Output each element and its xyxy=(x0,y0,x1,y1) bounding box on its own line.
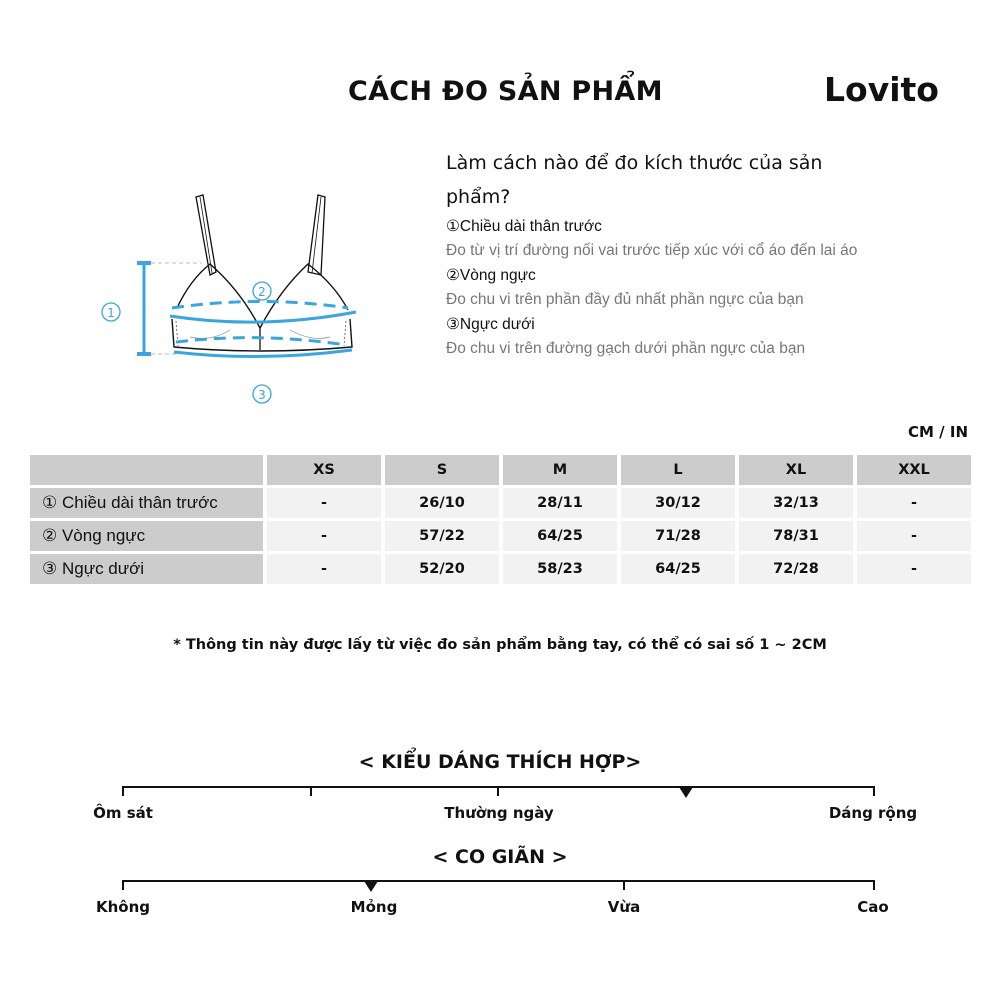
table-cell: 64/25 xyxy=(503,521,617,551)
table-cell: 72/28 xyxy=(739,554,853,584)
scale-tick xyxy=(310,786,312,796)
table-cell: 64/25 xyxy=(621,554,735,584)
unit-label: CM / IN xyxy=(908,423,968,441)
table-row xyxy=(30,521,971,551)
svg-text:2: 2 xyxy=(258,285,266,299)
fit-marker-icon xyxy=(679,787,693,798)
table-cell: 71/28 xyxy=(621,521,735,551)
table-cell: - xyxy=(267,554,381,584)
scale-tick xyxy=(873,786,875,796)
stretch-scale-title: < CO GIÃN > xyxy=(432,846,568,868)
table-cell: - xyxy=(267,521,381,551)
measure-item-title: ②Vòng ngực xyxy=(446,267,536,284)
table-cell: 78/31 xyxy=(739,521,853,551)
measurement-diagram xyxy=(90,180,390,410)
table-row xyxy=(30,554,971,584)
stretch-label-none: Không xyxy=(95,898,151,916)
table-cell: - xyxy=(267,488,381,518)
scale-tick xyxy=(122,786,124,796)
measure-item-desc: Đo chu vi trên đường gạch dưới phần ngực của bạn xyxy=(446,340,806,357)
measure-item-desc: Đo từ vị trí đường nối vai trước tiếp xúc với cổ áo đến lai áo xyxy=(446,242,858,259)
measurement-disclaimer: * Thông tin này được lấy từ việc đo sản phẩm bằng tay, có thể có sai số 1 ~ 2CM xyxy=(173,637,827,653)
scale-tick xyxy=(623,880,625,890)
table-cell: - xyxy=(857,554,971,584)
table-cell: 58/23 xyxy=(503,554,617,584)
header-cell: XL xyxy=(739,455,853,485)
header-cell xyxy=(30,455,263,485)
svg-text:3: 3 xyxy=(258,388,266,402)
row-label: ① Chiều dài thân trước xyxy=(30,488,263,518)
stretch-label-slight: Mỏng xyxy=(350,898,398,916)
stretch-label-medium: Vừa xyxy=(607,898,641,916)
header-cell: XS xyxy=(267,455,381,485)
table-cell: - xyxy=(857,521,971,551)
header-cell: M xyxy=(503,455,617,485)
table-cell: 57/22 xyxy=(385,521,499,551)
page-title: CÁCH ĐO SẢN PHẨM xyxy=(348,76,663,107)
size-chart-table xyxy=(26,452,975,587)
measure-item-desc: Đo chu vi trên phần đầy đủ nhất phần ngực của bạn xyxy=(446,291,804,308)
header-cell: XXL xyxy=(857,455,971,485)
scale-tick xyxy=(122,880,124,890)
fit-label-loose: Dáng rộng xyxy=(828,804,918,822)
table-cell: 32/13 xyxy=(739,488,853,518)
stretch-marker-icon xyxy=(364,881,378,892)
measure-item-title: ③Ngực dưới xyxy=(446,316,535,333)
table-cell: 28/11 xyxy=(503,488,617,518)
fit-label-regular: Thường ngày xyxy=(444,804,554,822)
scale-tick xyxy=(873,880,875,890)
how-to-measure-section xyxy=(446,146,966,361)
row-label: ③ Ngực dưới xyxy=(30,554,263,584)
stretch-label-high: Cao xyxy=(857,898,889,916)
measure-item-title: ①Chiều dài thân trước xyxy=(446,218,602,235)
table-cell: 26/10 xyxy=(385,488,499,518)
table-cell: - xyxy=(857,488,971,518)
fit-label-tight: Ôm sát xyxy=(93,804,153,822)
stretch-scale-line xyxy=(122,880,875,882)
svg-text:1: 1 xyxy=(107,306,115,320)
table-header-row xyxy=(30,455,971,485)
table-cell: 30/12 xyxy=(621,488,735,518)
brand-logo: Lovito xyxy=(824,70,939,109)
bra-illustration-icon xyxy=(90,180,390,410)
row-label: ② Vòng ngực xyxy=(30,521,263,551)
header-cell: S xyxy=(385,455,499,485)
fit-scale-title: < KIỂU DÁNG THÍCH HỢP> xyxy=(358,751,642,773)
table-cell: 52/20 xyxy=(385,554,499,584)
how-to-question: Làm cách nào để đo kích thước của sản phẩm? xyxy=(446,152,823,208)
scale-tick xyxy=(497,786,499,796)
table-row xyxy=(30,488,971,518)
header-cell: L xyxy=(621,455,735,485)
